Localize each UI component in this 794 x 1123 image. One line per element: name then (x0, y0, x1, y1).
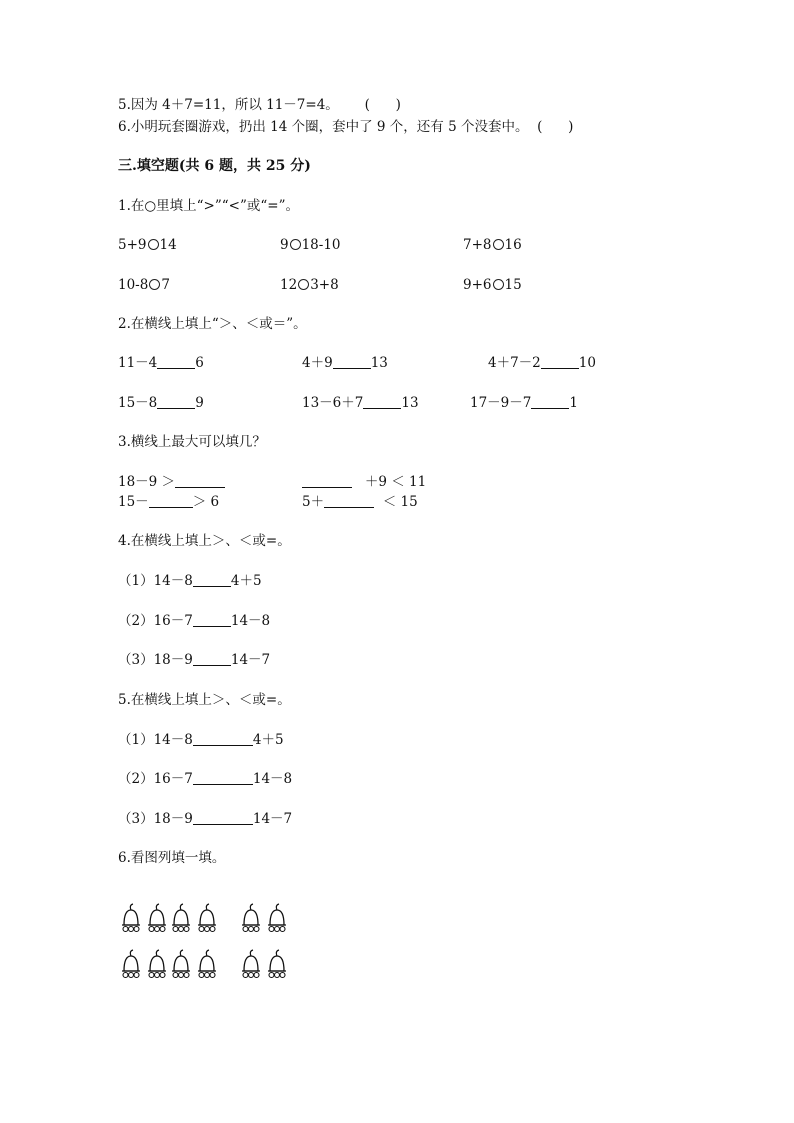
q3-item: ＋9 ＜ 11 (302, 473, 426, 491)
answer-blank[interactable] (324, 493, 374, 508)
q2-item: 13－6＋7 13 (302, 395, 419, 411)
q3-stem: 3.横线上最大可以填几？ (118, 434, 266, 450)
bell-icon (242, 950, 260, 978)
compare-circle[interactable] (298, 279, 309, 290)
q3-item: 15－ ＞ 6 (118, 494, 220, 510)
q4-item: （2）16－7 14－8 (118, 613, 271, 629)
q2-item: 4＋7－2 10 (488, 355, 596, 371)
picture-row-1 (122, 904, 286, 932)
answer-blank[interactable] (193, 731, 253, 746)
q1-item: 10-8 7 (118, 277, 170, 293)
q3-item: 5＋ ＜ 15 (302, 494, 418, 510)
q2-item: 11－4 6 (118, 355, 204, 371)
judge-q6-text: 6.小明玩套圈游戏，扔出 14 个圈，套中了 9 个，还有 5 个没套中。 (118, 119, 529, 135)
answer-blank[interactable] (193, 770, 253, 785)
q3-item: 18－9 ＞ (118, 473, 225, 491)
compare-circle[interactable] (493, 239, 504, 250)
judge-q6-answer-paren[interactable]: ( ) (537, 119, 574, 135)
q4-item: （1）14－8 4＋5 (118, 573, 262, 589)
answer-blank[interactable] (193, 612, 231, 627)
q2-stem: 2.在横线上填上“＞、＜或＝”。 (118, 316, 307, 332)
q1-item: 9+6 15 (463, 277, 522, 293)
picture-row-2 (122, 950, 286, 978)
q6-picture-group (118, 902, 308, 988)
bell-icon (148, 904, 166, 932)
answer-blank[interactable] (149, 493, 193, 508)
q4-stem: 4.在横线上填上＞、＜或=。 (118, 533, 291, 549)
compare-circle[interactable] (149, 279, 160, 290)
answer-blank[interactable] (541, 354, 579, 369)
q1-item: 9 18-10 (280, 237, 341, 253)
answer-blank[interactable] (193, 651, 231, 666)
answer-blank[interactable] (157, 394, 195, 409)
q4-item: （3）18－9 14－7 (118, 652, 271, 668)
answer-blank[interactable] (193, 810, 253, 825)
compare-circle[interactable] (290, 239, 301, 250)
judge-q5-answer-paren[interactable]: ( ) (364, 97, 401, 113)
bell-icon (268, 950, 286, 978)
answer-blank[interactable] (531, 394, 569, 409)
section-heading: 三.填空题(共 6 题，共 25 分) (118, 158, 311, 174)
q5-stem: 5.在横线上填上＞、＜或=。 (118, 692, 291, 708)
q1-item: 12 3+8 (280, 277, 339, 293)
bell-icon (172, 904, 190, 932)
q2-item: 17－9－7 1 (470, 395, 578, 411)
compare-circle[interactable] (148, 239, 159, 250)
answer-blank[interactable] (175, 473, 225, 488)
bell-icon (122, 904, 140, 932)
answer-blank[interactable] (333, 354, 371, 369)
q1-item: 7+8 16 (463, 237, 522, 253)
answer-blank[interactable] (302, 473, 352, 488)
bell-icon (148, 950, 166, 978)
answer-blank[interactable] (193, 572, 231, 587)
bell-icon (172, 950, 190, 978)
bell-icon (242, 904, 260, 932)
q1-item: 5+9 14 (118, 237, 177, 253)
answer-blank[interactable] (363, 394, 401, 409)
compare-circle[interactable] (493, 279, 504, 290)
q5-item: （1）14－8 4＋5 (118, 732, 284, 748)
bell-icon (268, 904, 286, 932)
judge-q6 (118, 118, 573, 136)
q5-item: （3）18－9 14－7 (118, 811, 293, 827)
bell-icon (198, 904, 216, 932)
q6-stem: 6.看图列填一填。 (118, 850, 226, 866)
q2-item: 4＋9 13 (302, 355, 388, 371)
q1-stem: 1.在○里填上“>”“<”或“=”。 (118, 198, 300, 214)
judge-q5 (118, 96, 401, 114)
q2-item: 15－8 9 (118, 395, 204, 411)
bell-icon (198, 950, 216, 978)
bell-icon (122, 950, 140, 978)
q5-item: （2）16－7 14－8 (118, 771, 293, 787)
answer-blank[interactable] (157, 354, 195, 369)
judge-q5-text: 5.因为 4＋7=11，所以 11－7=4。 (118, 97, 339, 113)
